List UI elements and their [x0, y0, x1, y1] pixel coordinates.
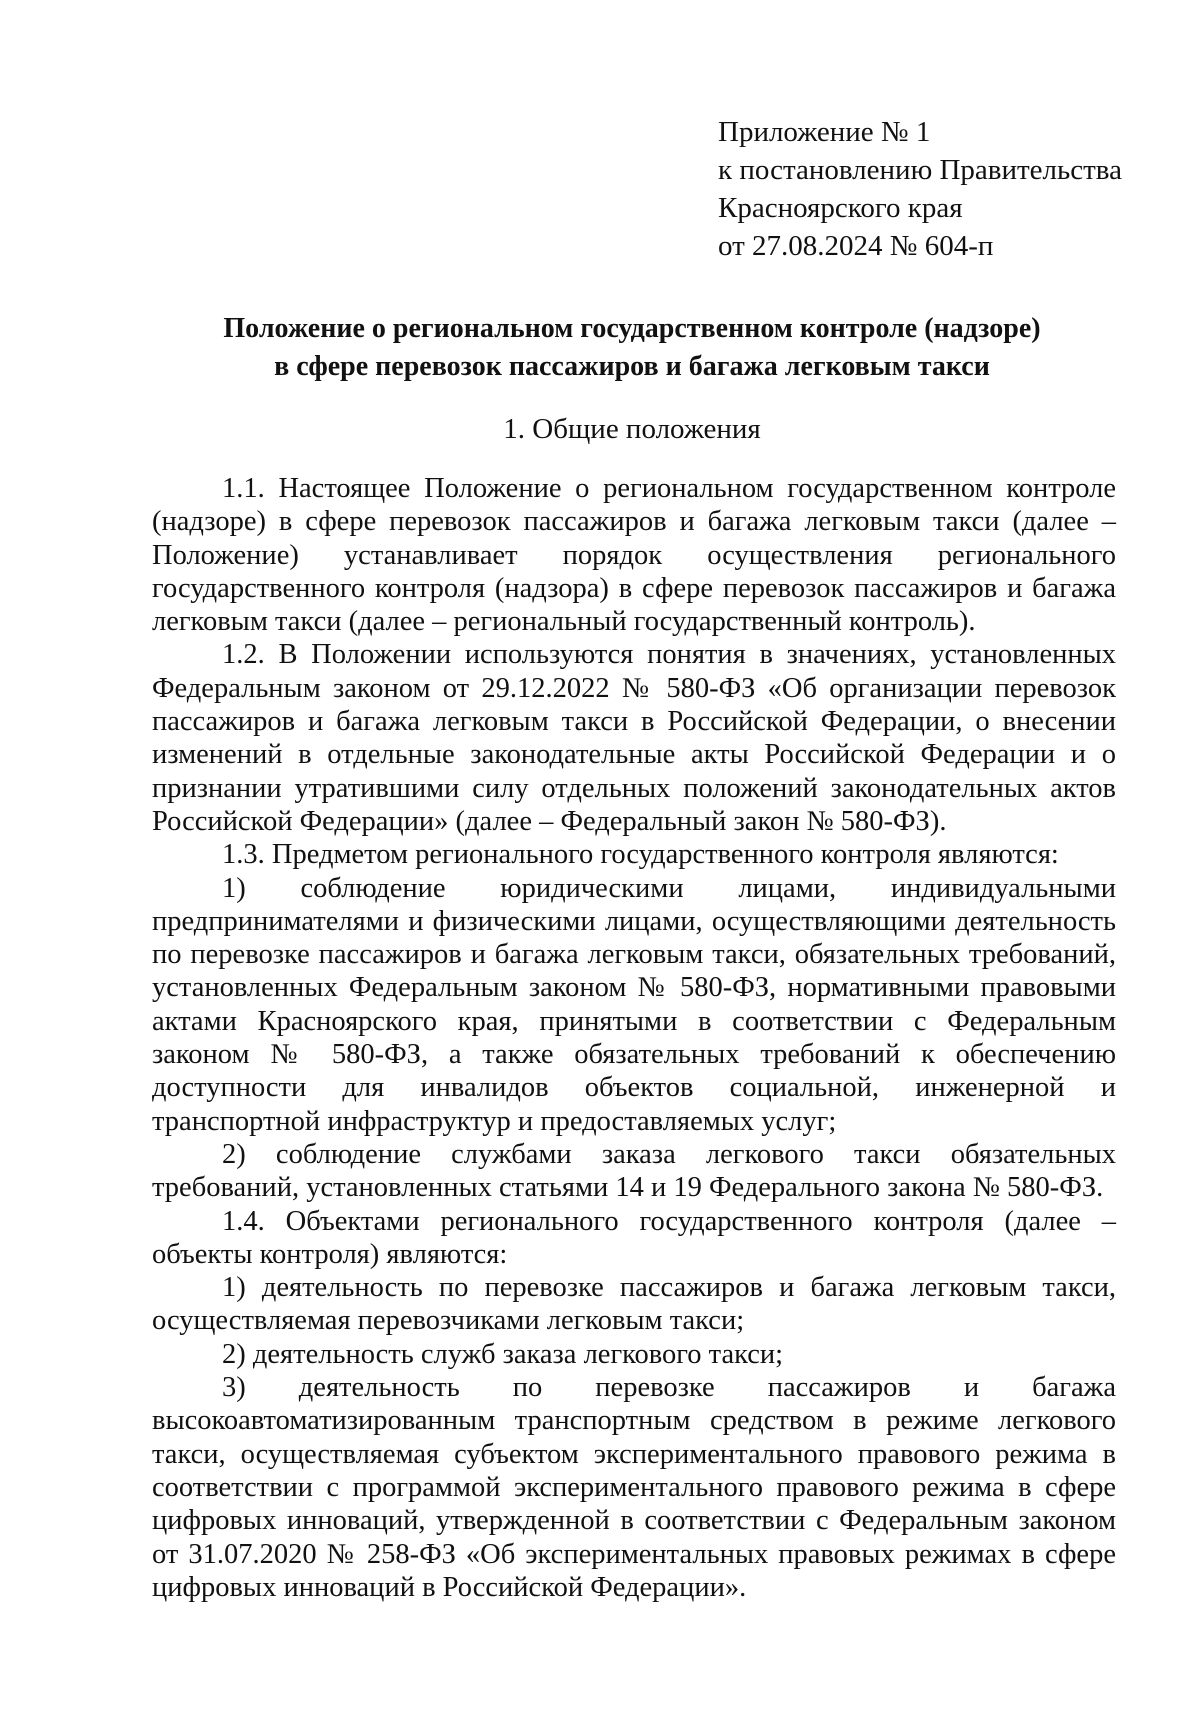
appendix-resolution: к постановлению Правительства — [718, 154, 1122, 186]
title-line-1: Положение о региональном государственном контроле (надзоре) — [223, 313, 1041, 344]
paragraph-1-4-item-3: 3) деятельность по перевозке пассажиров и багажа высокоавтоматизированным транспортным средством в режиме легкового такси, осуществляемая субъектом экспериментального правового режима в соответствии с программой экспериментального правового режима в сфере цифровых инноваций, утвержденной в соответствии с Федеральным законом от 31.07.2020 № 258-ФЗ «Об экспериментальных правовых режимах в сфере цифровых инноваций в Российской Федерации». — [152, 1372, 1116, 1603]
paragraph-1-2: 1.2. В Положении используются понятия в значениях, установленных Федеральным законом от 29.12.2022 № 580-ФЗ «Об организации перевозок пассажиров и багажа легковым такси в Российской Федерации, о внесении изменений в отдельные законодательные акты Российской Федерации и о признании утратившими силу отдельных положений законодательных актов Российской Федерации» (далее – Федеральный закон № 580-ФЗ). — [152, 639, 1116, 837]
paragraph-1-3: 1.3. Предметом регионального государственного контроля являются: — [222, 839, 1059, 871]
title-line-2: в сфере перевозок пассажиров и багажа легковым такси — [274, 351, 990, 382]
appendix-date-number: от 27.08.2024 № 604-п — [718, 230, 994, 262]
paragraph-1-3-item-1: 1) соблюдение юридическими лицами, индивидуальными предпринимателями и физическими лицами, осуществляющими деятельность по перевозке пассажиров и багажа легковым такси, обязательных требований, установленных Федеральным законом № 580-ФЗ, нормативными правовыми актами Красноярского края, принятыми в соответствии с Федеральным законом № 580-ФЗ, а также обязательных требований к обеспечению доступности для инвалидов объектов социальной, инженерной и транспортной инфраструктур и предоставляемых услуг; — [152, 872, 1116, 1137]
document-title — [0, 310, 1200, 386]
paragraph-1-1: 1.1. Настоящее Положение о региональном государственном контроле (надзоре) в сфере перевозок пассажиров и багажа легковым такси (далее – Положение) устанавливает порядок осуществления регионального государственного контроля (надзора) в сфере перевозок пассажиров и багажа легковым такси (далее – региональный государственный контроль). — [152, 473, 1116, 638]
appendix-number: Приложение № 1 — [718, 116, 931, 148]
paragraph-1-4-item-2: 2) деятельность служб заказа легкового такси; — [222, 1338, 784, 1370]
appendix-header — [718, 113, 1122, 265]
document-body — [152, 472, 1116, 1604]
paragraph-1-4: 1.4. Объектами регионального государственного контроля (далее – объекты контроля) являются: — [152, 1205, 1116, 1270]
section-heading: 1. Общие положения — [503, 413, 761, 445]
appendix-region: Красноярского края — [718, 192, 963, 224]
paragraph-1-4-item-1: 1) деятельность по перевозке пассажиров и багажа легковым такси, осуществляемая перевозчиками легковым такси; — [152, 1272, 1116, 1337]
paragraph-1-3-item-2: 2) соблюдение службами заказа легкового такси обязательных требований, установленных статьями 14 и 19 Федерального закона № 580-ФЗ. — [152, 1138, 1116, 1204]
